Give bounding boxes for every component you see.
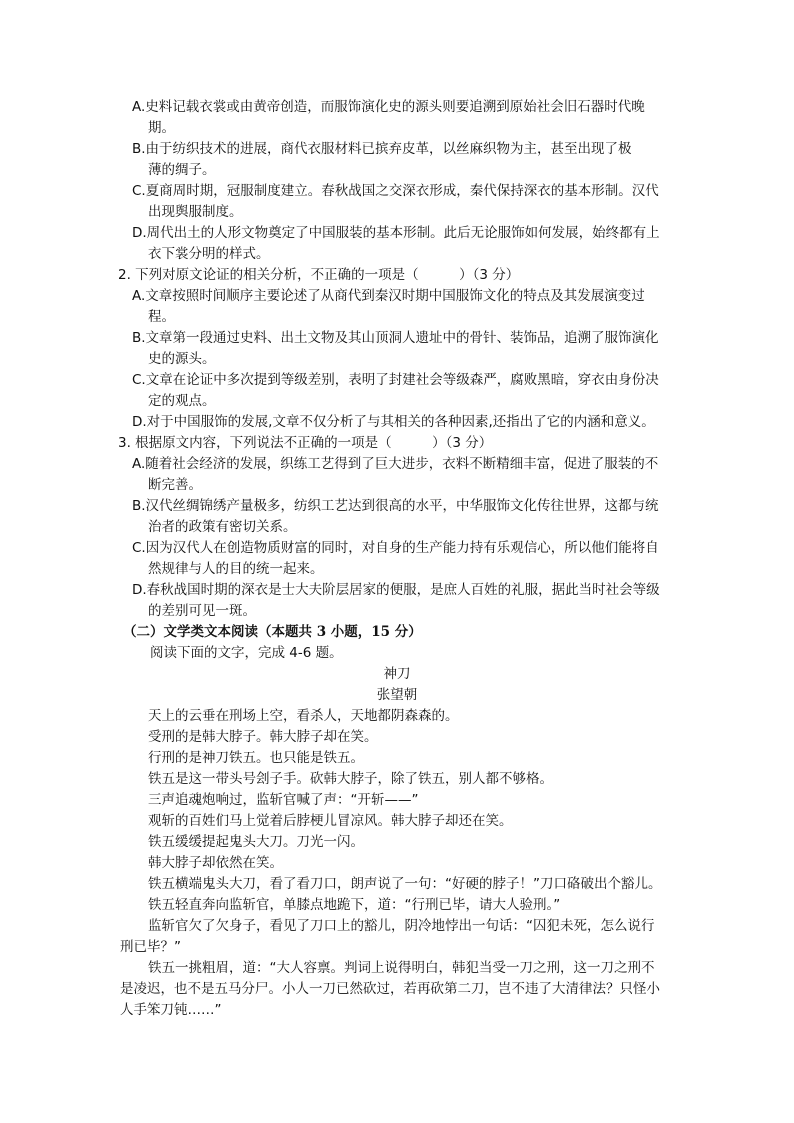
- q2-option-c-line1: C.文章在论证中多次提到等级差别，表明了封建社会等级森严，腐败黑暗，穿衣由身份决: [132, 372, 659, 388]
- q2-option-b-line1: B.文章第一段通过史料、出土文物及其山顶洞人遗址中的骨针、装饰品，追溯了服饰演化: [132, 330, 659, 346]
- story-paragraph-long2-line2: 是凌迟，也不是五马分尸。小人一刀已然砍过，若再砍第二刀，岂不违了大清律法？只怪小: [120, 981, 660, 997]
- q1-option-a-line2: 期。: [148, 120, 175, 136]
- q3-option-d-line1: D.春秋战国时期的深衣是士大夫阶层居家的便服，是庶人百姓的礼服，据此当时社会等级: [132, 582, 660, 598]
- q3-option-a-line1: A.随着社会经济的发展，织练工艺得到了巨大进步，衣料不断精细丰富，促进了服装的不: [132, 456, 659, 472]
- story-paragraph-long2-line3: 人手笨刀钝……”: [120, 1002, 222, 1018]
- story-paragraph-long2-line1: 铁五一挑粗眉，道：“大人容禀。判词上说得明白，韩犯当受一刀之刑，这一刀之刑不: [148, 960, 655, 976]
- q3-stem: 3. 根据原文内容，下列说法不正确的一项是（ ）（3 分）: [118, 435, 493, 451]
- story-paragraph: 观斩的百姓们马上觉着后脖梗儿冒凉风。韩大脖子却还在笑。: [148, 813, 513, 829]
- story-paragraph: 韩大脖子却依然在笑。: [148, 855, 283, 871]
- story-paragraph: 行刑的是神刀铁五。也只能是铁五。: [148, 750, 364, 766]
- q1-option-d-line2: 衣下裳分明的样式。: [148, 246, 270, 262]
- q2-stem: 2. 下列对原文论证的相关分析，不正确的一项是（ ）（3 分）: [118, 267, 520, 283]
- q3-option-c-line1: C.因为汉代人在创造物质财富的同时，对自身的生产能力持有乐观信心，所以他们能将自: [132, 540, 659, 556]
- q3-option-c-line2: 然规律与人的目的统一起来。: [148, 561, 324, 577]
- q3-option-d-line2: 的差别可见一斑。: [148, 603, 256, 619]
- q2-option-c-line2: 定的观点。: [148, 393, 216, 409]
- story-paragraph: 铁五缓缓提起鬼头大刀。刀光一闪。: [148, 834, 364, 850]
- story-paragraph-long-line2: 刑已毕？”: [120, 939, 181, 955]
- q1-option-b-line2: 薄的绸子。: [148, 162, 216, 178]
- story-paragraph: 三声追魂炮响过，监斩官喊了声：“开斩——”: [148, 792, 419, 808]
- story-paragraph-long-line1: 监斩官欠了欠身子，看见了刀口上的豁儿，阴冷地悖出一句话：“囚犯未死，怎么说行: [148, 918, 655, 934]
- q2-option-d-line1: D.对于中国服饰的发展,文章不仅分析了与其相关的各种因素,还指出了它的内涵和意义。: [132, 414, 655, 430]
- q2-option-a-line1: A.文章按照时间顺序主要论述了从商代到秦汉时期中国服饰文化的特点及其发展演变过: [132, 288, 645, 304]
- section-heading: （二）文学类文本阅读（本题共 3 小题，15 分）: [123, 624, 422, 640]
- q2-option-a-line2: 程。: [148, 309, 175, 325]
- story-paragraph: 铁五轻直奔向监斩官，单膝点地跪下，道：“行刑已毕，请大人验刑。”: [148, 897, 561, 913]
- q1-option-a-line1: A.史料记载衣裳或由黄帝创造，而服饰演化史的源头则要追溯到原始社会旧石器时代晚: [132, 99, 645, 115]
- q3-option-b-line2: 治者的政策有密切关系。: [148, 519, 297, 535]
- q2-option-b-line2: 史的源头。: [148, 351, 216, 367]
- q1-option-c-line2: 出现舆服制度。: [148, 204, 243, 220]
- story-title: 神刀: [383, 666, 411, 682]
- reading-instruction: 阅读下面的文字，完成 4-6 题。: [150, 645, 343, 661]
- q1-option-d-line1: D.周代出土的人形文物奠定了中国服装的基本形制。此后无论服饰如何发展，始终都有上: [132, 225, 660, 241]
- story-paragraph: 受刑的是韩大脖子。韩大脖子却在笑。: [148, 729, 378, 745]
- q3-option-b-line1: B.汉代丝绸锦绣产量极多，纺织工艺达到很高的水平，中华服饰文化传往世界，这都与统: [132, 498, 659, 514]
- q1-option-c-line1: C.夏商周时期，冠服制度建立。春秋战国之交深衣形成，秦代保持深衣的基本形制。汉代: [132, 183, 659, 199]
- story-paragraph: 铁五是这一带头号刽子手。砍韩大脖子，除了铁五，别人都不够格。: [148, 771, 553, 787]
- q1-option-b-line1: B.由于纺织技术的进展，商代衣服材料已摈弃皮革，以丝麻织物为主，甚至出现了极: [132, 141, 632, 157]
- story-paragraph: 铁五横端鬼头大刀，看了看刀口，朗声说了一句：“好硬的脖子！”刀口硌破出个豁儿。: [148, 876, 662, 892]
- story-paragraph: 天上的云垂在刑场上空，看杀人，天地都阴森森的。: [148, 708, 459, 724]
- q3-option-a-line2: 断完善。: [148, 477, 202, 493]
- story-author: 张望朝: [376, 687, 418, 703]
